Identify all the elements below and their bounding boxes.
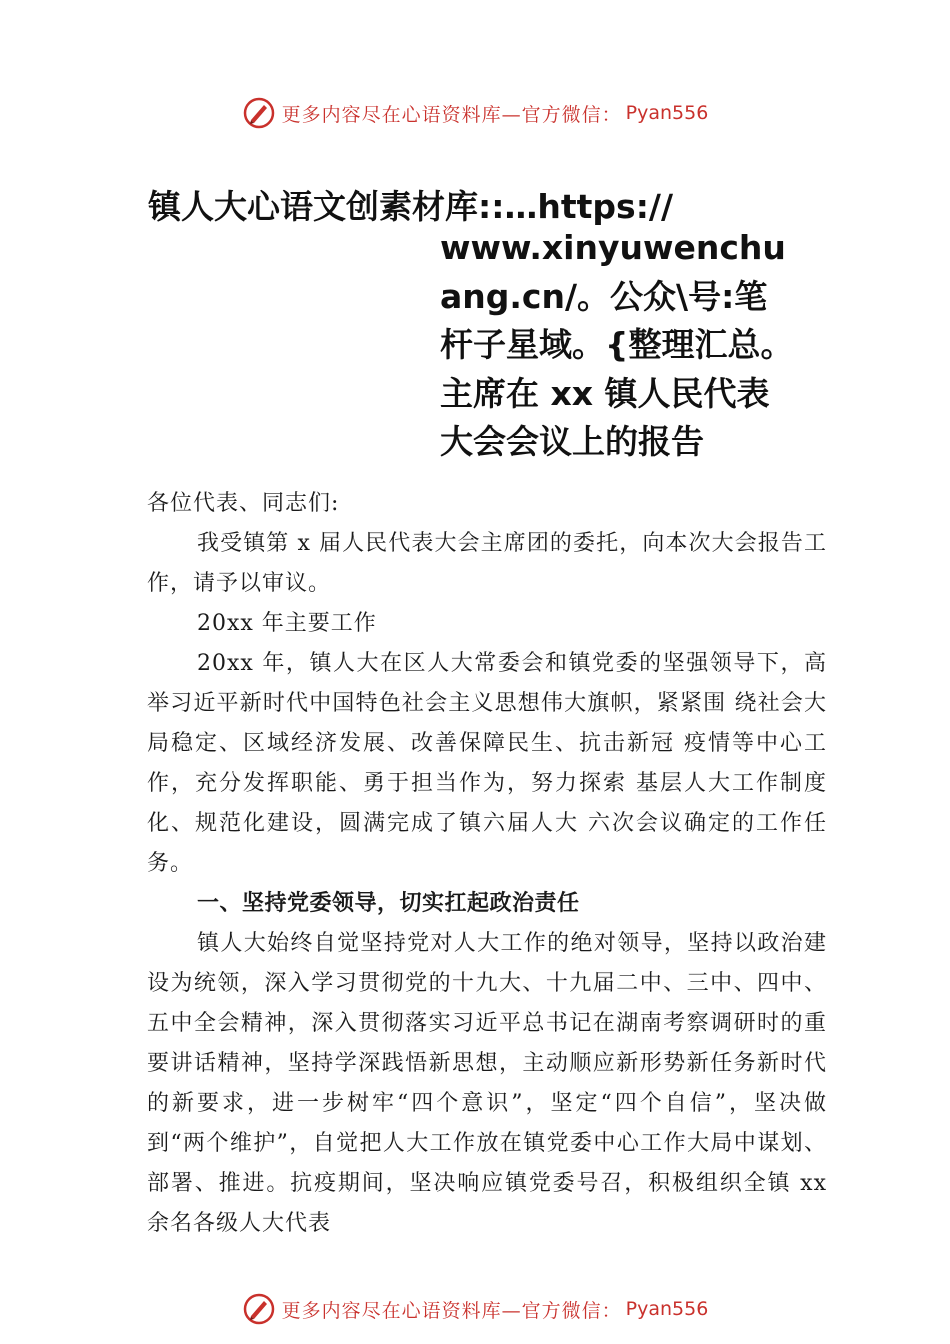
watermark-id: Pyan556 — [625, 1298, 709, 1320]
watermark-text: 更多内容尽在心语资料库—官方微信： — [281, 103, 622, 126]
watermark-id: Pyan556 — [625, 102, 709, 124]
pen-logo-icon — [242, 1292, 276, 1326]
watermark-text: 更多内容尽在心语资料库—官方微信： — [281, 1299, 622, 1322]
paragraph: 我受镇第 x 届人民代表大会主席团的委托，向本次大会报告工作，请予以审议。 — [147, 531, 827, 596]
document-body — [147, 484, 827, 1244]
document-title-continued: www.xinyuwenchuang.cn/。公众\号:笔杆子星域。{整理汇总。主席在 xx 镇人民代表大会会议上的报告 — [440, 228, 794, 461]
paragraph: 镇人大始终自觉坚持党对人大工作的绝对领导，坚持以政治建设为统领，深入学习贯彻党的十九大、十九届二中、三中、四中、五中全会精神，深入贯彻落实习近平总书记在湖南考察调研时的重要讲话精神，坚持学深践悟新思想，主动顺应新形势新任务新时代的新要求，进一步树牢“四个意识”，坚定“四个自信”，坚决做到“两个维护”，自觉把人大工作放在镇党委中心工作大局中谋划、部署、推进。抗疫期间，坚决响应镇党委号召，积极组织全镇 xx 余名各级人大代表 — [147, 931, 827, 1236]
watermark-banner-bottom — [0, 1289, 950, 1329]
watermark-banner-top — [0, 93, 950, 133]
section-label: 20xx 年主要工作 — [197, 611, 377, 636]
paragraph: 20xx 年，镇人大在区人大常委会和镇党委的坚强领导下，高举习近平新时代中国特色社会主义思想伟大旗帜，紧紧围 绕社会大局稳定、区域经济发展、改善保障民生、抗击新冠 疫情等中心工作，充分发挥职能、勇于担当作为，努力探索 基层人大工作制度化、规范化建设，圆满完成了镇六届人大 六次会议确定的工作任务。 — [147, 651, 827, 876]
section-heading: 一、坚持党委领导，切实扛起政治责任 — [197, 891, 580, 916]
document-title-line1: 镇人大心语文创素材库::…https:// — [148, 187, 674, 226]
salutation: 各位代表、同志们: — [147, 491, 340, 516]
pen-logo-icon — [242, 96, 276, 130]
